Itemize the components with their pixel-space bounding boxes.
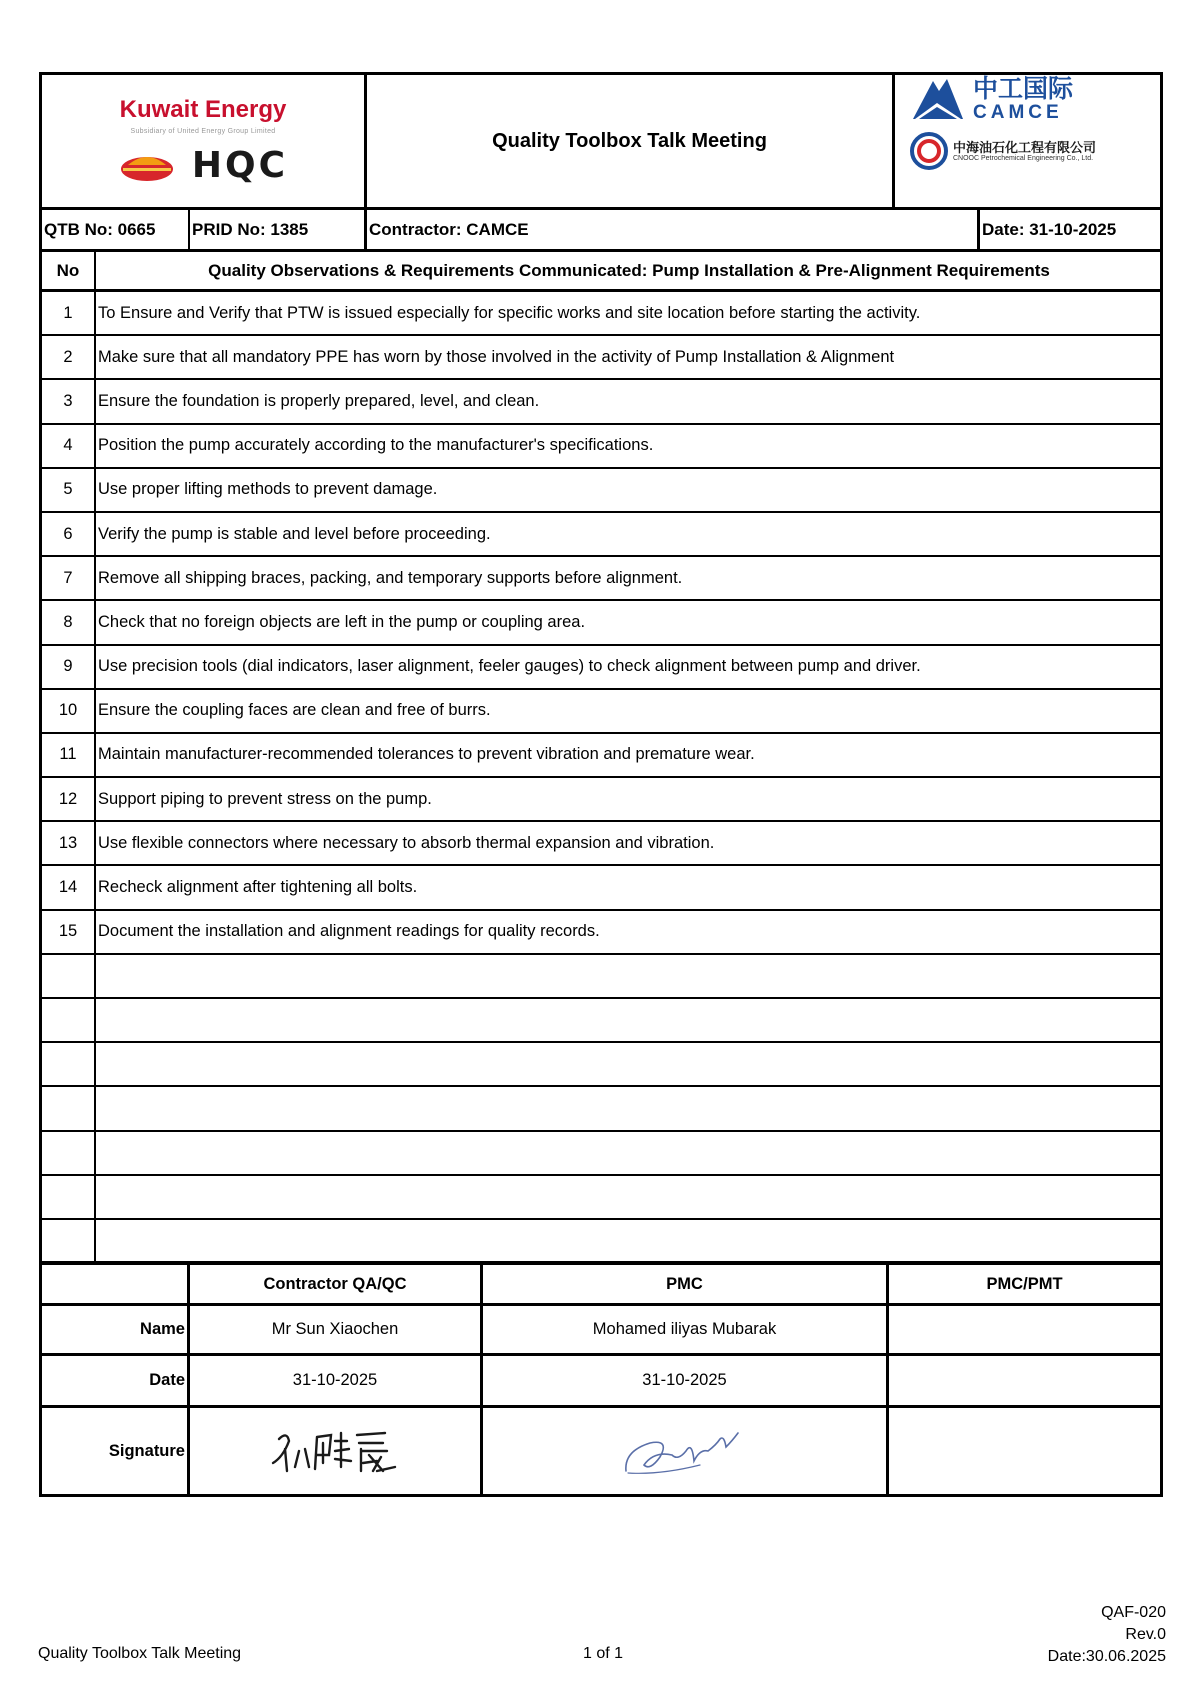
list-item	[42, 1176, 1160, 1220]
approval-header-row	[42, 1264, 1160, 1306]
col-pmc-pmt: PMC/PMT	[986, 1274, 1063, 1293]
item-text: To Ensure and Verify that PTW is issued especially for specific works and site location before starting the activity.	[98, 303, 921, 322]
list-item	[42, 955, 1160, 999]
hqc-emblem-icon	[118, 149, 176, 183]
contractor-signature-image	[265, 1421, 405, 1481]
no-column-header: No	[42, 252, 96, 289]
contractor-logo-block	[895, 75, 1160, 207]
kuwait-energy-brand: Kuwait Energy	[119, 96, 287, 123]
list-item	[42, 1132, 1160, 1176]
approval-date-row	[42, 1356, 1160, 1408]
item-number: 6	[42, 513, 96, 555]
client-logo-block	[42, 75, 367, 207]
pmc-date-value: 31-10-2025	[483, 1356, 889, 1405]
footer-form-code: QAF-020	[1101, 1604, 1166, 1621]
item-text: Use proper lifting methods to prevent damage.	[98, 480, 438, 499]
list-item	[42, 778, 1160, 822]
list-item	[42, 734, 1160, 778]
item-text	[96, 1087, 1160, 1129]
item-text	[96, 1132, 1160, 1174]
approval-corner	[42, 1265, 190, 1303]
list-item	[42, 866, 1160, 910]
form-header	[42, 75, 1160, 210]
footer-page-number: 1 of 1	[583, 1645, 624, 1662]
list-item	[42, 690, 1160, 734]
contractor-name-value: Mr Sun Xiaochen	[190, 1306, 483, 1353]
item-number	[42, 1132, 96, 1174]
signature-label: Signature	[42, 1408, 190, 1494]
item-text: Position the pump accurately according to the manufacturer's specifications.	[98, 436, 654, 455]
toolbox-talk-form	[39, 72, 1163, 1497]
item-text	[96, 1176, 1160, 1218]
col-contractor-qaqc: Contractor QA/QC	[190, 1265, 483, 1303]
form-info-row	[42, 210, 1160, 252]
requirements-list	[42, 292, 1160, 1264]
list-item	[42, 646, 1160, 690]
item-text	[96, 955, 1160, 997]
list-title: Quality Observations & Requirements Communicated: Pump Installation & Pre-Alignment Requirements	[208, 260, 1050, 280]
contractor-date-value: 31-10-2025	[190, 1356, 483, 1405]
item-number: 8	[42, 601, 96, 643]
hqc-text: HQC	[191, 145, 289, 186]
col-pmc: PMC	[483, 1265, 889, 1303]
approval-name-row	[42, 1306, 1160, 1356]
form-date: Date: 31-10-2025	[982, 219, 1117, 239]
item-number	[42, 1087, 96, 1129]
item-number: 4	[42, 425, 96, 467]
footer-left: Quality Toolbox Talk Meeting	[38, 1645, 242, 1662]
item-text: Use precision tools (dial indicators, laser alignment, feeler gauges) to check alignment between pump and driver.	[98, 657, 921, 676]
list-item	[42, 292, 1160, 336]
date-label: Date	[42, 1356, 190, 1405]
approval-signature-row	[42, 1408, 1160, 1494]
item-text: Verify the pump is stable and level before proceeding.	[98, 524, 491, 543]
item-number: 13	[42, 822, 96, 864]
pmc-name-value: Mohamed iliyas Mubarak	[483, 1306, 889, 1353]
list-item	[42, 380, 1160, 424]
item-text: Maintain manufacturer-recommended tolerances to prevent vibration and premature wear.	[98, 745, 755, 764]
list-header	[42, 252, 1160, 292]
item-number: 9	[42, 646, 96, 688]
item-number	[42, 999, 96, 1041]
item-text	[96, 1043, 1160, 1085]
footer-form-info	[1048, 1602, 1166, 1668]
item-number: 5	[42, 469, 96, 511]
item-text: Support piping to prevent stress on the pump.	[98, 789, 432, 808]
pmt-signature	[889, 1408, 1160, 1494]
item-text: Ensure the coupling faces are clean and free of burrs.	[98, 701, 491, 720]
list-item	[42, 601, 1160, 645]
pmt-name-value	[889, 1306, 1160, 1353]
footer-form-date: Date:30.06.2025	[1047, 1648, 1166, 1665]
item-number: 15	[42, 911, 96, 953]
list-item	[42, 911, 1160, 955]
cnooc-en-name: CNOOC Petrochemical Engineering Co., Ltd.	[953, 154, 1094, 162]
item-number: 12	[42, 778, 96, 820]
pmt-date-value	[889, 1356, 1160, 1405]
item-number: 7	[42, 557, 96, 599]
item-text: Remove all shipping braces, packing, and temporary supports before alignment.	[98, 568, 683, 587]
pmc-signature	[483, 1408, 889, 1494]
item-text: Use flexible connectors where necessary to absorb thermal expansion and vibration.	[98, 833, 715, 852]
camce-cn-name: 中工国际	[973, 75, 1074, 103]
list-item	[42, 425, 1160, 469]
qtb-number: QTB No: 0665	[42, 210, 190, 249]
item-number	[42, 1220, 96, 1261]
kuwait-energy-subtitle: Subsidiary of United Energy Group Limited	[130, 128, 276, 135]
footer-rev: Rev.0	[1125, 1626, 1166, 1643]
item-text: Ensure the foundation is properly prepared, level, and clean.	[98, 391, 540, 410]
item-text: Document the installation and alignment readings for quality records.	[98, 922, 600, 941]
item-number: 11	[42, 734, 96, 776]
cnooc-logo	[909, 131, 1096, 171]
item-number: 2	[42, 336, 96, 378]
form-title: Quality Toolbox Talk Meeting	[367, 75, 895, 207]
prid-number: PRID No: 1385	[190, 210, 367, 249]
list-item	[42, 469, 1160, 513]
hqc-logo	[118, 145, 288, 186]
camce-en-name: CAMCE	[973, 102, 1063, 123]
list-item	[42, 557, 1160, 601]
list-item	[42, 1220, 1160, 1264]
item-text: Make sure that all mandatory PPE has worn by those involved in the activity of Pump Installation & Alignment	[98, 347, 895, 366]
camce-logo	[909, 75, 1073, 123]
contractor-name: Contractor: CAMCE	[367, 210, 980, 249]
item-number: 1	[42, 292, 96, 334]
list-item	[42, 999, 1160, 1043]
item-number	[42, 1043, 96, 1085]
list-item	[42, 513, 1160, 557]
name-label: Name	[42, 1306, 190, 1353]
item-number	[42, 955, 96, 997]
item-text: Recheck alignment after tightening all bolts.	[98, 878, 418, 897]
item-number: 10	[42, 690, 96, 732]
list-item	[42, 1043, 1160, 1087]
item-number	[42, 1176, 96, 1218]
item-text	[96, 999, 1160, 1041]
list-item	[42, 822, 1160, 866]
item-text	[96, 1220, 1160, 1261]
item-number: 3	[42, 380, 96, 422]
list-item	[42, 336, 1160, 380]
item-number: 14	[42, 866, 96, 908]
contractor-signature	[190, 1408, 483, 1494]
item-text: Check that no foreign objects are left in the pump or coupling area.	[98, 612, 586, 631]
kuwait-energy-logo	[120, 96, 287, 124]
cnooc-cn-name: 中海油石化工程有限公司	[953, 139, 1097, 155]
camce-mountain-icon	[909, 75, 965, 123]
cnooc-circle-icon	[909, 131, 949, 171]
list-item	[42, 1087, 1160, 1131]
pmc-signature-image	[620, 1421, 750, 1481]
